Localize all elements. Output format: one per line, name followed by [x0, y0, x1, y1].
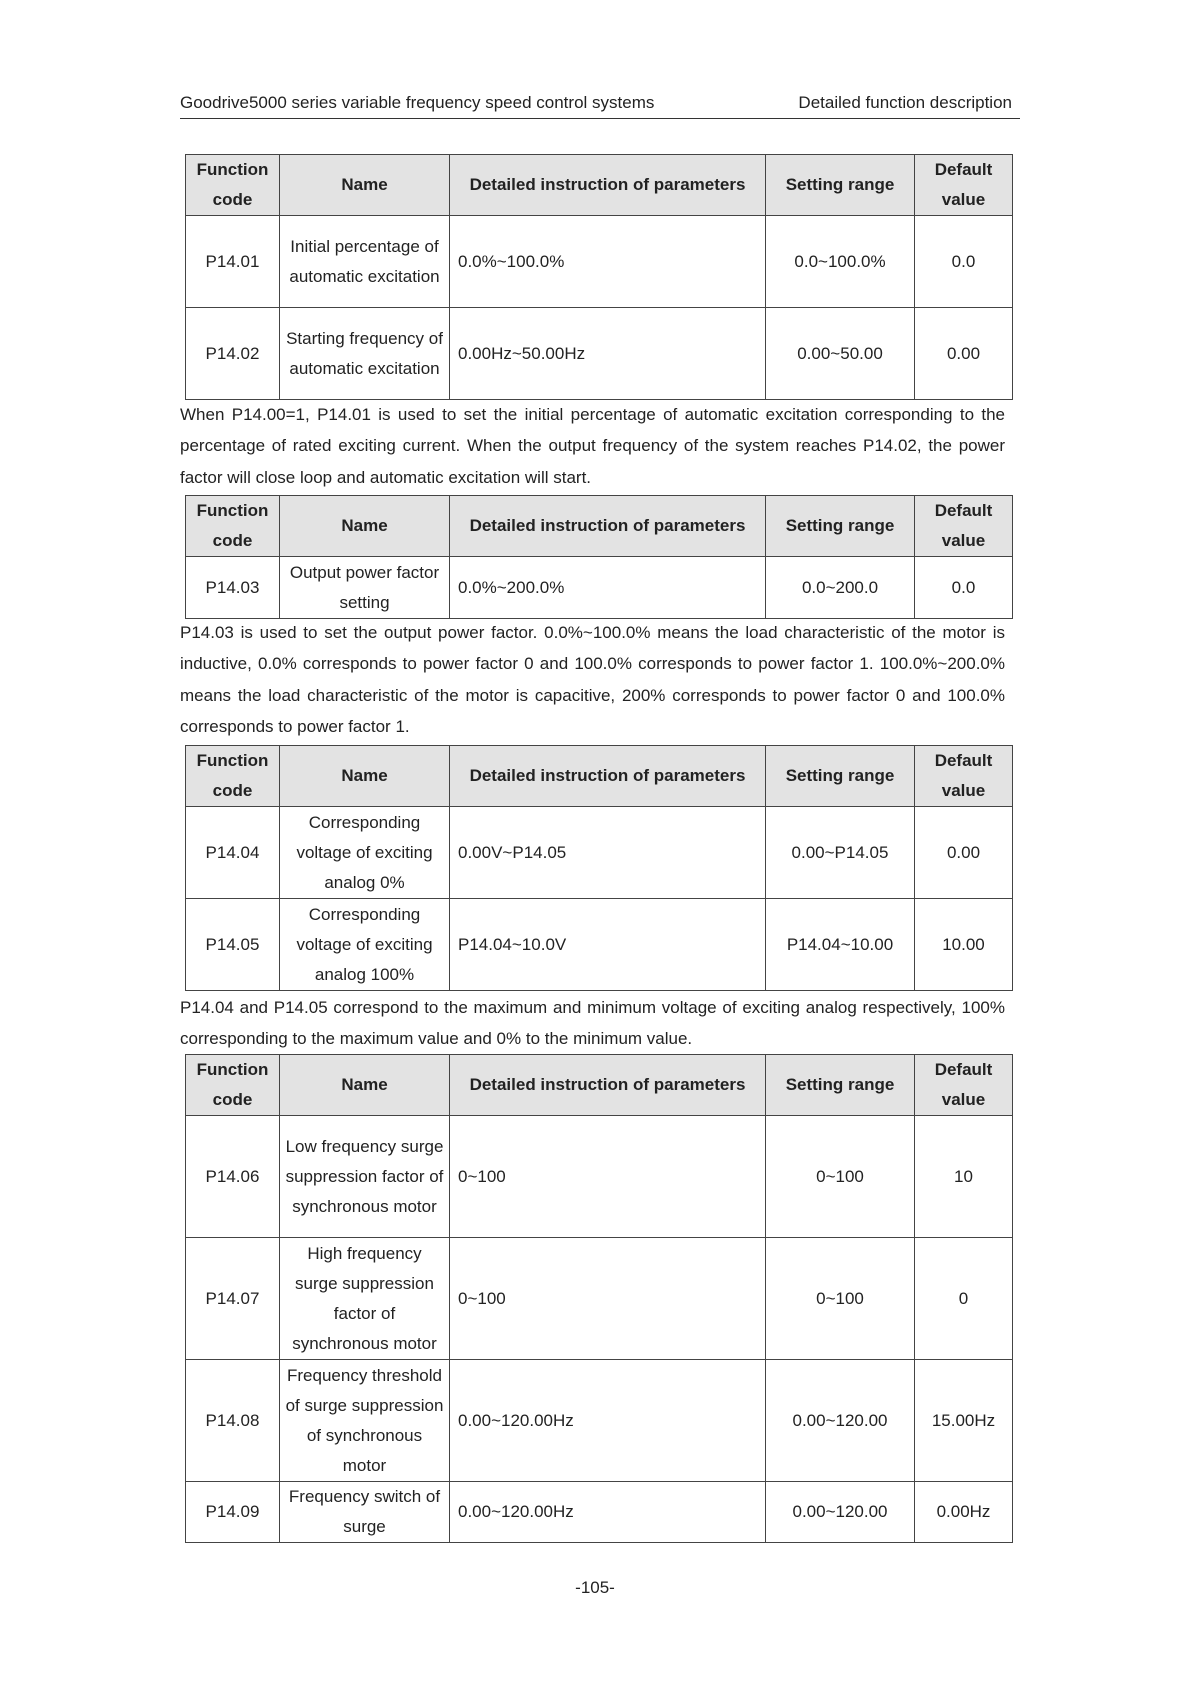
cell-name: Corresponding voltage of exciting analog 0% [280, 807, 450, 899]
function-table-1 [185, 154, 1013, 400]
page-header [180, 92, 1020, 119]
cell-code: P14.01 [186, 216, 280, 308]
cell-detail: 0.0%~100.0% [450, 216, 766, 308]
col-header-default: Default value [915, 496, 1013, 557]
table-header-row [186, 155, 1013, 216]
cell-code: P14.03 [186, 557, 280, 619]
col-header-name: Name [280, 746, 450, 807]
page-number: -105- [575, 1578, 615, 1597]
cell-range: 0.00~P14.05 [766, 807, 915, 899]
paragraph-power-factor: P14.03 is used to set the output power factor. 0.0%~100.0% means the load characteristic of the motor is inductive, 0.0% corresponds to power factor 0 and 100.0% corresponds to power factor 1. 100.0%~200.0% means the load characteristic of the motor is capacitive, 200% corresponds to power factor 0 and 100.0% corresponds to power factor 1. [180, 623, 1005, 737]
cell-range: 0~100 [766, 1116, 915, 1238]
cell-default: 0.00 [915, 308, 1013, 400]
cell-detail: 0.00~120.00Hz [450, 1482, 766, 1543]
function-table-4 [185, 1054, 1013, 1543]
col-header-range: Setting range [766, 496, 915, 557]
cell-code: P14.06 [186, 1116, 280, 1238]
cell-range: P14.04~10.00 [766, 899, 915, 991]
table-row [186, 308, 1013, 400]
table-header-row [186, 746, 1013, 807]
table-row [186, 1238, 1013, 1360]
cell-default: 0.00Hz [915, 1482, 1013, 1543]
cell-detail: P14.04~10.0V [450, 899, 766, 991]
paragraph-exciting-analog: P14.04 and P14.05 correspond to the maximum and minimum voltage of exciting analog respectively, 100% corresponding to the maximum value and 0% to the minimum value. [180, 998, 1005, 1049]
cell-code: P14.02 [186, 308, 280, 400]
cell-range: 0.0~200.0 [766, 557, 915, 619]
function-table-3 [185, 745, 1013, 991]
col-header-range: Setting range [766, 1055, 915, 1116]
cell-name: High frequency surge suppression factor of synchronous motor [280, 1238, 450, 1360]
cell-detail: 0.00Hz~50.00Hz [450, 308, 766, 400]
col-header-name: Name [280, 155, 450, 216]
cell-name: Frequency switch of surge [280, 1482, 450, 1543]
cell-range: 0.00~120.00 [766, 1360, 915, 1482]
cell-code: P14.05 [186, 899, 280, 991]
cell-code: P14.08 [186, 1360, 280, 1482]
table-row [186, 807, 1013, 899]
cell-code: P14.09 [186, 1482, 280, 1543]
cell-detail: 0.00V~P14.05 [450, 807, 766, 899]
cell-default: 10.00 [915, 899, 1013, 991]
cell-range: 0.00~120.00 [766, 1482, 915, 1543]
col-header-code: Function code [186, 1055, 280, 1116]
table-row [186, 899, 1013, 991]
cell-default: 10 [915, 1116, 1013, 1238]
table-row [186, 1116, 1013, 1238]
col-header-code: Function code [186, 155, 280, 216]
cell-default: 0.00 [915, 807, 1013, 899]
header-doc-title: Goodrive5000 series variable frequency speed control systems [180, 93, 655, 112]
col-header-range: Setting range [766, 155, 915, 216]
col-header-range: Setting range [766, 746, 915, 807]
cell-detail: 0~100 [450, 1238, 766, 1360]
table-row [186, 557, 1013, 619]
paragraph-automatic-excitation: When P14.00=1, P14.01 is used to set the initial percentage of automatic excitation corresponding to the percentage of rated exciting current. When the output frequency of the system reaches P14.02, the power factor will close loop and automatic excitation will start. [180, 405, 1005, 487]
header-section-title: Detailed function description [798, 93, 1012, 112]
cell-default: 15.00Hz [915, 1360, 1013, 1482]
col-header-detail: Detailed instruction of parameters [450, 1055, 766, 1116]
table-row [186, 1482, 1013, 1543]
cell-range: 0.0~100.0% [766, 216, 915, 308]
col-header-default: Default value [915, 155, 1013, 216]
cell-detail: 0.00~120.00Hz [450, 1360, 766, 1482]
col-header-detail: Detailed instruction of parameters [450, 496, 766, 557]
col-header-default: Default value [915, 746, 1013, 807]
col-header-detail: Detailed instruction of parameters [450, 746, 766, 807]
table-row [186, 1360, 1013, 1482]
col-header-code: Function code [186, 746, 280, 807]
cell-range: 0.00~50.00 [766, 308, 915, 400]
function-table-2 [185, 495, 1013, 619]
cell-code: P14.04 [186, 807, 280, 899]
cell-range: 0~100 [766, 1238, 915, 1360]
cell-default: 0.0 [915, 557, 1013, 619]
col-header-detail: Detailed instruction of parameters [450, 155, 766, 216]
cell-name: Frequency threshold of surge suppression of synchronous motor [280, 1360, 450, 1482]
cell-default: 0.0 [915, 216, 1013, 308]
table-header-row [186, 496, 1013, 557]
cell-code: P14.07 [186, 1238, 280, 1360]
table-row [186, 216, 1013, 308]
cell-name: Output power factor setting [280, 557, 450, 619]
cell-name: Initial percentage of automatic excitation [280, 216, 450, 308]
col-header-default: Default value [915, 1055, 1013, 1116]
cell-name: Low frequency surge suppression factor of synchronous motor [280, 1116, 450, 1238]
cell-default: 0 [915, 1238, 1013, 1360]
table-header-row [186, 1055, 1013, 1116]
col-header-code: Function code [186, 496, 280, 557]
cell-detail: 0~100 [450, 1116, 766, 1238]
col-header-name: Name [280, 1055, 450, 1116]
col-header-name: Name [280, 496, 450, 557]
cell-name: Starting frequency of automatic excitation [280, 308, 450, 400]
cell-name: Corresponding voltage of exciting analog 100% [280, 899, 450, 991]
cell-detail: 0.0%~200.0% [450, 557, 766, 619]
